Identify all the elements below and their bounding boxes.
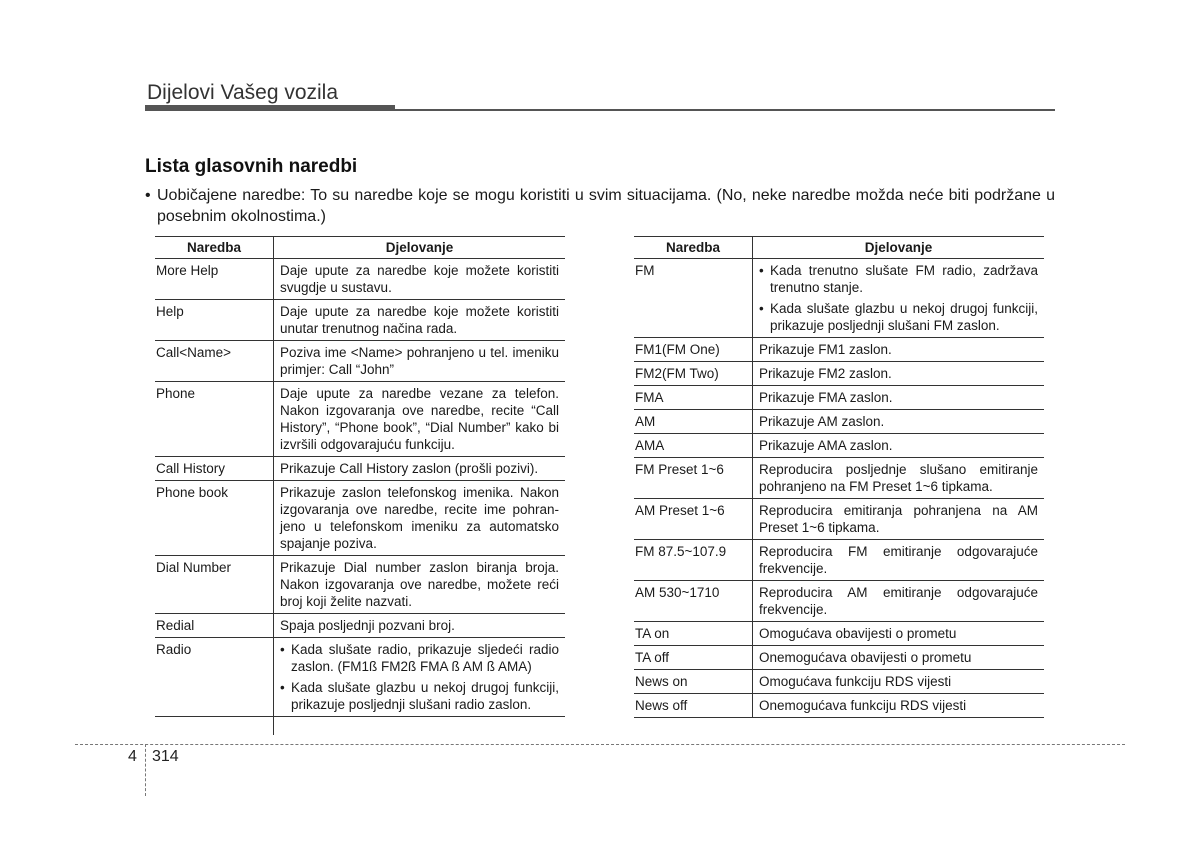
table-row [634, 499, 1044, 540]
table-row [634, 259, 1044, 338]
action-cell [274, 259, 566, 300]
table-row [155, 481, 565, 556]
chapter-title: Dijelovi Vašeg vozila [147, 81, 339, 104]
table-spacer-row [155, 717, 565, 736]
command-cell: Help [155, 300, 274, 341]
command-cell: FM [634, 259, 753, 338]
action-cell [753, 670, 1045, 694]
table-row [155, 556, 565, 614]
section-title: Lista glasovnih naredbi [145, 156, 358, 177]
action-cell [274, 457, 566, 481]
command-cell: More Help [155, 259, 274, 300]
column-header-action: Djelovanje [274, 237, 566, 259]
command-cell: FM Preset 1~6 [634, 458, 753, 499]
action-cell [274, 382, 566, 457]
table-row [634, 362, 1044, 386]
table-row [634, 622, 1044, 646]
table-row [634, 694, 1044, 718]
action-cell [753, 386, 1045, 410]
action-cell [274, 556, 566, 614]
intro-text: Uobičajene naredbe: To su naredbe koje se mogu koristiti u svim situacijama. (No, neke naredbe možda neće biti podržane u posebnim okolnostima.) [157, 187, 1055, 225]
action-cell [274, 341, 566, 382]
action-cell [274, 638, 566, 717]
command-cell: AM Preset 1~6 [634, 499, 753, 540]
table-row [634, 540, 1044, 581]
header-rule-thick [145, 105, 395, 111]
action-cell [753, 581, 1045, 622]
table-header-row [634, 237, 1044, 259]
command-cell: TA on [634, 622, 753, 646]
action-cell [753, 622, 1045, 646]
table-row [634, 434, 1044, 458]
action-cell [753, 410, 1045, 434]
action-text: Prikazuje FMA zaslon. [759, 390, 893, 405]
action-text: Daje upute za naredbe koje možete koristiti unutar trenutnog načina rada. [280, 304, 559, 336]
bullet-icon: • [145, 187, 151, 204]
command-cell: FM 87.5~107.9 [634, 540, 753, 581]
action-cell [753, 362, 1045, 386]
command-cell: Dial Number [155, 556, 274, 614]
spacer-cell [274, 717, 566, 736]
bullet-item: • Kada slušate glazbu u nekoj drugoj funkciji, prikazuje posljednji slušani FM zaslon. [759, 300, 1038, 334]
command-cell: Radio [155, 638, 274, 717]
action-text: Prikazuje AM zaslon. [759, 414, 885, 429]
command-cell: Redial [155, 614, 274, 638]
table-row [634, 458, 1044, 499]
command-cell: FM2(FM Two) [634, 362, 753, 386]
command-cell: AM 530~1710 [634, 581, 753, 622]
action-text: Onemogućava funkciju RDS vijesti [759, 698, 967, 713]
header-rule-thin [395, 109, 1055, 111]
table-row [634, 581, 1044, 622]
action-text: Reproducira FM emitiranje odgovarajuće frekvencije. [759, 544, 1038, 576]
action-cell [753, 259, 1045, 338]
action-text: Poziva ime <Name> pohranjeno u tel. imeniku primjer: Call “John” [280, 345, 559, 377]
command-cell: News off [634, 694, 753, 718]
action-cell [753, 540, 1045, 581]
action-cell [274, 614, 566, 638]
action-text: Omogućava obavijesti o prometu [759, 626, 957, 641]
table-row [155, 457, 565, 481]
footer-divider [75, 744, 1125, 745]
action-text: Prikazuje FM1 zaslon. [759, 342, 892, 357]
table-row [155, 341, 565, 382]
action-text: Daje upute za naredbe koje možete koristiti svugdje u sustavu. [280, 263, 559, 295]
action-text: Daje upute za naredbe vezane za telefon. Nakon izgovaranja ove naredbe, recite “Call History”, “Phone book”, “Dial Number” kako bi izvršili odgovarajuću funkciju. [280, 386, 559, 452]
chapter-number: 4 [128, 748, 137, 765]
command-cell: FM1(FM One) [634, 338, 753, 362]
command-cell: AM [634, 410, 753, 434]
action-cell [753, 434, 1045, 458]
action-text: Onemogućava obavijesti o prometu [759, 650, 972, 665]
action-text: Reproducira AM emitiranje odgovarajuće frekvencije. [759, 585, 1038, 617]
command-cell: TA off [634, 646, 753, 670]
command-cell: Call History [155, 457, 274, 481]
table-row [155, 300, 565, 341]
action-cell [753, 694, 1045, 718]
column-header-action: Djelovanje [753, 237, 1045, 259]
command-cell: Phone [155, 382, 274, 457]
command-cell: News on [634, 670, 753, 694]
action-cell [274, 481, 566, 556]
table-row [634, 410, 1044, 434]
table-row [634, 670, 1044, 694]
bullet-item: • Kada slušate radio, prikazuje sljedeći radio zaslon. (FM1ß FM2ß FMA ß AM ß AMA) [280, 641, 559, 675]
commands-table-left [155, 236, 565, 735]
action-text: Reproducira emitiranja pohranjena na AM Preset 1~6 tipkama. [759, 503, 1038, 535]
command-cell: FMA [634, 386, 753, 410]
action-text: Spaja posljednji pozvani broj. [280, 618, 455, 633]
command-cell: Call<Name> [155, 341, 274, 382]
table-row [155, 382, 565, 457]
table-row [155, 638, 565, 717]
action-text: Prikazuje Dial number zaslon biranja broja. Nakon izgovaranja ove naredbe, možete reći broj koji želite nazvati. [280, 560, 559, 609]
table-row [634, 386, 1044, 410]
intro-paragraph [145, 185, 1055, 227]
table-header-row [155, 237, 565, 259]
action-text: Omogućava funkciju RDS vijesti [759, 674, 952, 689]
footer-vertical-divider [145, 744, 146, 796]
action-text: Prikazuje AMA zaslon. [759, 438, 893, 453]
action-text: Prikazuje Call History zaslon (prošli pozivi). [280, 461, 539, 476]
column-header-command: Naredba [634, 237, 753, 259]
table-row [634, 338, 1044, 362]
action-text: Prikazuje FM2 zaslon. [759, 366, 892, 381]
spacer-cell [155, 717, 274, 736]
action-cell [274, 300, 566, 341]
commands-table-right [634, 236, 1044, 718]
bullet-item: • Kada trenutno slušate FM radio, zadržava trenutno stanje. [759, 262, 1038, 296]
bullet-item: • Kada slušate glazbu u nekoj drugoj funkciji, prikazuje posljednji slušani radio zaslon. [280, 679, 559, 713]
action-text: Reproducira posljednje slušano emitiranje pohranjeno na FM Preset 1~6 tipkama. [759, 462, 1038, 494]
action-cell [753, 646, 1045, 670]
action-cell [753, 499, 1045, 540]
page-number: 314 [152, 748, 179, 765]
command-cell: Phone book [155, 481, 274, 556]
table-row [155, 259, 565, 300]
command-cell: AMA [634, 434, 753, 458]
column-header-command: Naredba [155, 237, 274, 259]
action-text: Prikazuje zaslon telefonskog imenika. Nakon izgovaranja ove naredbe, recite ime pohran-jeno u telefonskom imeniku za automatsko spajanje poziva. [280, 485, 559, 551]
action-cell [753, 338, 1045, 362]
table-row [634, 646, 1044, 670]
table-row [155, 614, 565, 638]
action-cell [753, 458, 1045, 499]
